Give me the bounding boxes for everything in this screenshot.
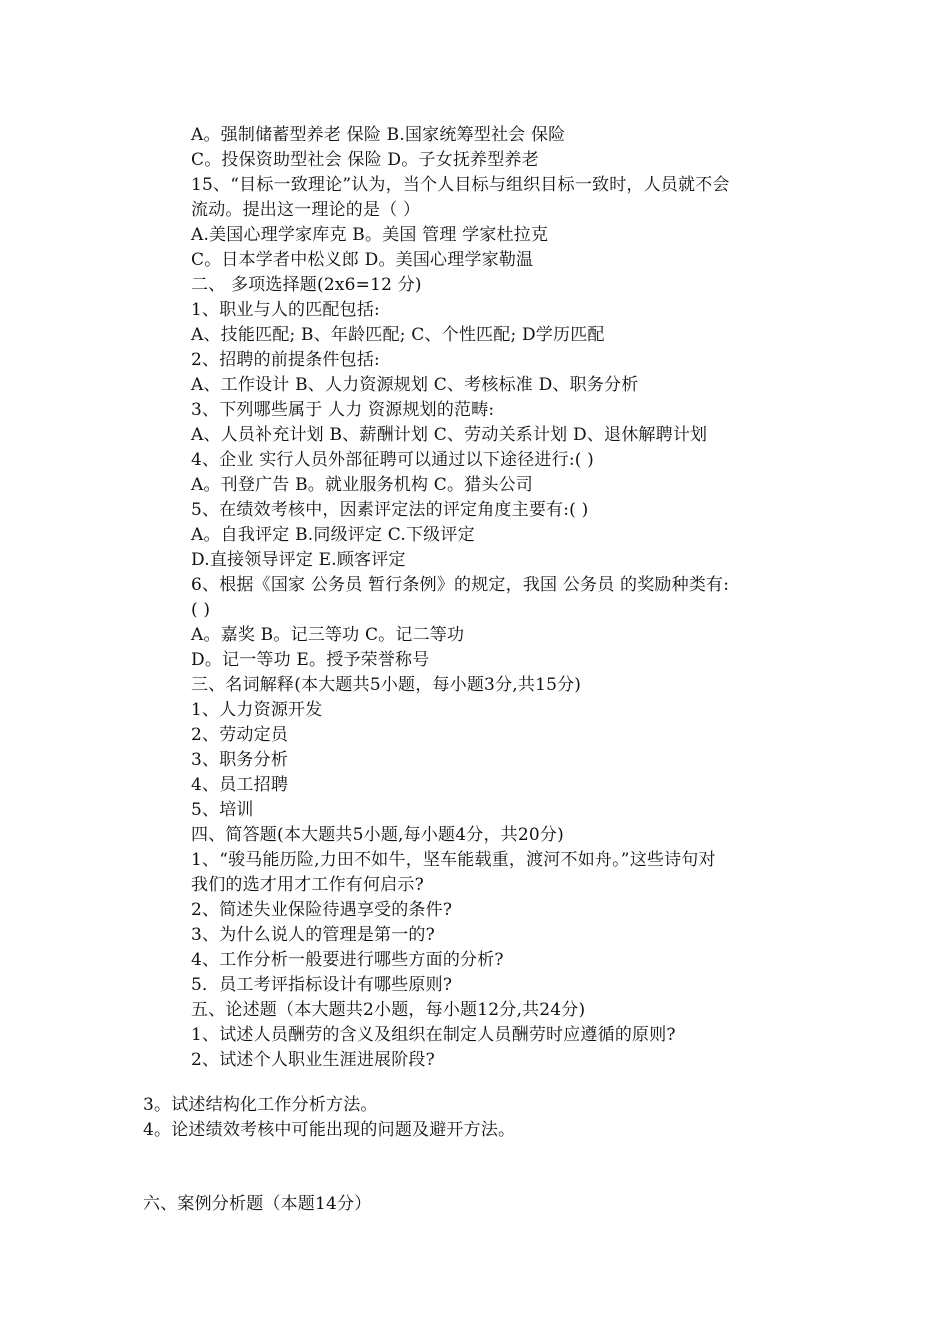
term-item: 3、职务分析 bbox=[191, 750, 289, 770]
section-heading: 四、简答题(本大题共5小题,每小题4分，共20分) bbox=[191, 825, 564, 845]
option-line: C。投保资助型社会 保险 D。子女抚养型养老 bbox=[191, 150, 539, 170]
option-line: A、工作设计 B、人力资源规划 C、考核标准 D、职务分析 bbox=[191, 375, 639, 395]
question-line: 流动。提出这一理论的是（ ） bbox=[191, 200, 421, 220]
option-line: C。日本学者中松义郎 D。美国心理学家勒温 bbox=[191, 250, 534, 270]
section-heading: 五、论述题（本大题共2小题，每小题12分,共24分) bbox=[191, 1000, 586, 1020]
option-line: A。自我评定 B.同级评定 C.下级评定 bbox=[191, 525, 475, 545]
question-line: 6、根据《国家 公务员 暂行条例》的规定，我国 公务员 的奖励种类有: bbox=[191, 575, 730, 595]
option-line: A。强制储蓄型养老 保险 B.国家统筹型社会 保险 bbox=[191, 125, 566, 145]
question-line: 15、“目标一致理论”认为，当个人目标与组织目标一致时，人员就不会 bbox=[191, 175, 730, 195]
term-item: 5、培训 bbox=[191, 800, 254, 820]
option-line: D.直接领导评定 E.顾客评定 bbox=[191, 550, 406, 570]
section-heading: 六、案例分析题（本题14分） bbox=[143, 1194, 372, 1214]
question-line: 2、试述个人职业生涯进展阶段? bbox=[191, 1050, 435, 1070]
term-item: 2、劳动定员 bbox=[191, 725, 289, 745]
question-line: 4。论述绩效考核中可能出现的问题及避开方法。 bbox=[143, 1120, 516, 1140]
question-line: 5、在绩效考核中，因素评定法的评定角度主要有:( ) bbox=[191, 500, 589, 520]
question-line: 1、“骏马能历险,力田不如牛，坚车能载重，渡河不如舟。”这些诗句对 bbox=[191, 850, 716, 870]
question-line: 4、企业 实行人员外部征聘可以通过以下途径进行:( ) bbox=[191, 450, 595, 470]
option-line: A.美国心理学家库克 B。美国 管理 学家杜拉克 bbox=[191, 225, 549, 245]
section-heading: 二、 多项选择题(2x6=12 分) bbox=[191, 275, 422, 295]
section-heading: 三、名词解释(本大题共5小题，每小题3分,共15分) bbox=[191, 675, 582, 695]
question-line: 3。试述结构化工作分析方法。 bbox=[143, 1095, 378, 1115]
section-six bbox=[143, 1192, 843, 1217]
question-line: 3、下列哪些属于 人力 资源规划的范畴: bbox=[191, 400, 495, 420]
question-line: 2、简述失业保险待遇享受的条件? bbox=[191, 900, 453, 920]
option-line: D。记一等功 E。授予荣誉称号 bbox=[191, 650, 430, 670]
option-line: A。嘉奖 B。记三等功 C。记二等功 bbox=[191, 625, 465, 645]
term-item: 4、员工招聘 bbox=[191, 775, 289, 795]
question-line: 2、招聘的前提条件包括: bbox=[191, 350, 380, 370]
question-line: 1、职业与人的匹配包括: bbox=[191, 300, 380, 320]
question-line: 5．员工考评指标设计有哪些原则? bbox=[191, 975, 453, 995]
essay-questions-continued bbox=[143, 1093, 843, 1143]
question-line: 4、工作分析一般要进行哪些方面的分析? bbox=[191, 950, 504, 970]
option-line: A、人员补充计划 B、薪酬计划 C、劳动关系计划 D、退休解聘计划 bbox=[191, 425, 708, 445]
exam-body bbox=[191, 123, 831, 1073]
term-item: 1、人力资源开发 bbox=[191, 700, 323, 720]
question-line: 3、为什么说人的管理是第一的? bbox=[191, 925, 435, 945]
option-line: A、技能匹配; B、年龄匹配; C、个性匹配; D学历匹配 bbox=[191, 325, 605, 345]
question-line: 我们的选才用才工作有何启示? bbox=[191, 875, 424, 895]
option-line: A。刊登广告 B。就业服务机构 C。猎头公司 bbox=[191, 475, 533, 495]
question-line: ( ) bbox=[191, 600, 211, 620]
question-line: 1、试述人员酬劳的含义及组织在制定人员酬劳时应遵循的原则? bbox=[191, 1025, 676, 1045]
